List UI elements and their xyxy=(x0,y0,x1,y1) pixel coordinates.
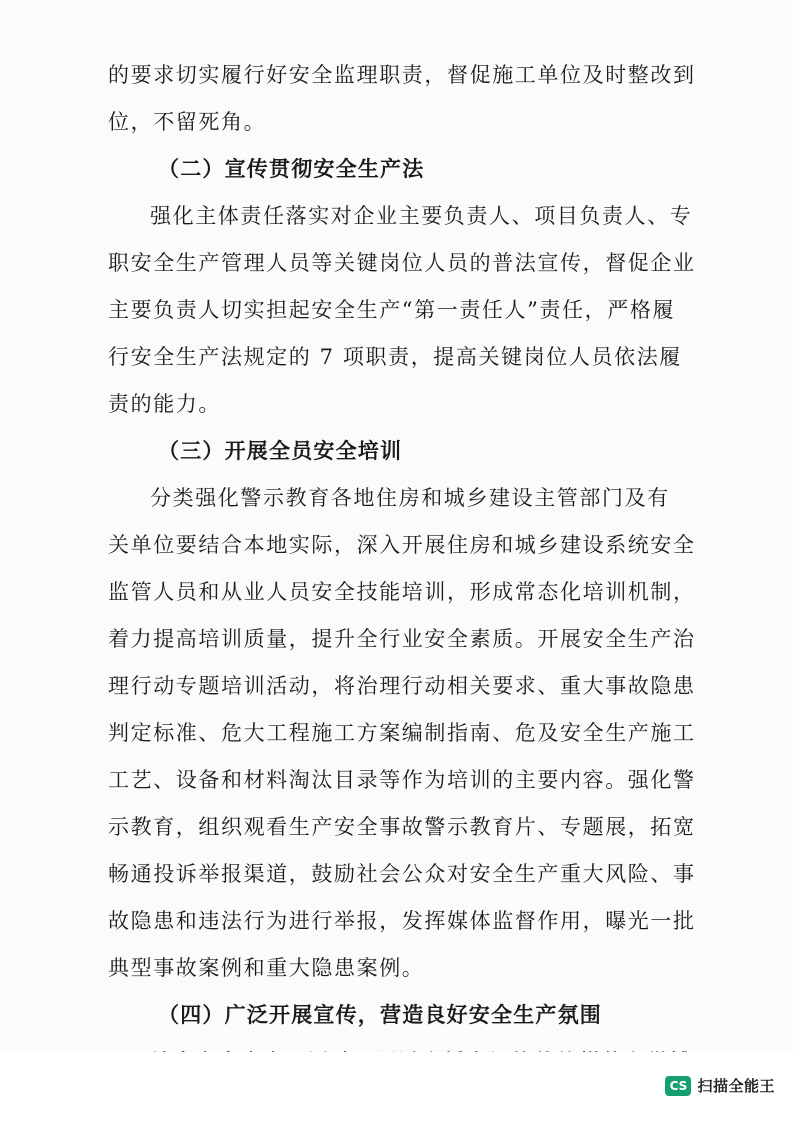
text-line: 工艺、设备和材料淘汰目录等作为培训的主要内容。强化警 xyxy=(108,768,696,792)
text-line: 的要求切实履行好安全监理职责，督促施工单位及时整改到 xyxy=(108,63,696,87)
scanner-watermark xyxy=(665,1075,775,1096)
paragraph-first-line: 分类强化警示教育各地住房和城乡建设主管部门及有 xyxy=(150,486,670,510)
text-line: 示教育，组织观看生产安全事故警示教育片、专题展，拓宽 xyxy=(108,815,696,839)
text-line: 畅通投诉举报渠道，鼓励社会公众对安全生产重大风险、事 xyxy=(108,862,696,886)
text-line: 典型事故案例和重大隐患案例。 xyxy=(108,956,425,980)
text-line: 行安全生产法规定的 7 项职责，提高关键岗位人员依法履 xyxy=(108,345,682,369)
text-line: 位，不留死角。 xyxy=(108,110,267,134)
text-line: 判定标准、危大工程施工方案编制指南、危及安全生产施工 xyxy=(108,721,696,745)
text-line: 理行动专题培训活动，将治理行动相关要求、重大事故隐患 xyxy=(108,674,696,698)
camscanner-logo-icon: CS xyxy=(665,1076,691,1096)
paragraph-first-line: 强化主体责任落实对企业主要负责人、项目负责人、专 xyxy=(150,204,693,228)
text-line: 责的能力。 xyxy=(108,392,221,416)
text-line: 监管人员和从业人员安全技能培训，形成常态化培训机制， xyxy=(108,580,696,604)
text-line: 主要负责人切实担起安全生产“第一责任人”责任，严格履 xyxy=(108,298,676,322)
text-line: 职安全生产管理人员等关键岗位人员的普法宣传，督促企业 xyxy=(108,251,696,275)
section-heading: （四）广泛开展宣传，营造良好安全生产氛围 xyxy=(158,1003,602,1027)
text-line: 着力提高培训质量，提升全行业安全素质。开展安全生产治 xyxy=(108,627,696,651)
text-line: 故隐患和违法行为进行举报，发挥媒体监督作用，曝光一批 xyxy=(108,909,696,933)
watermark-label: 扫描全能王 xyxy=(697,1077,775,1095)
text-line: 关单位要结合本地实际，深入开展住房和城乡建设系统安全 xyxy=(108,533,696,557)
section-heading: （二）宣传贯彻安全生产法 xyxy=(158,157,425,181)
section-heading: （三）开展全员安全培训 xyxy=(158,439,403,463)
